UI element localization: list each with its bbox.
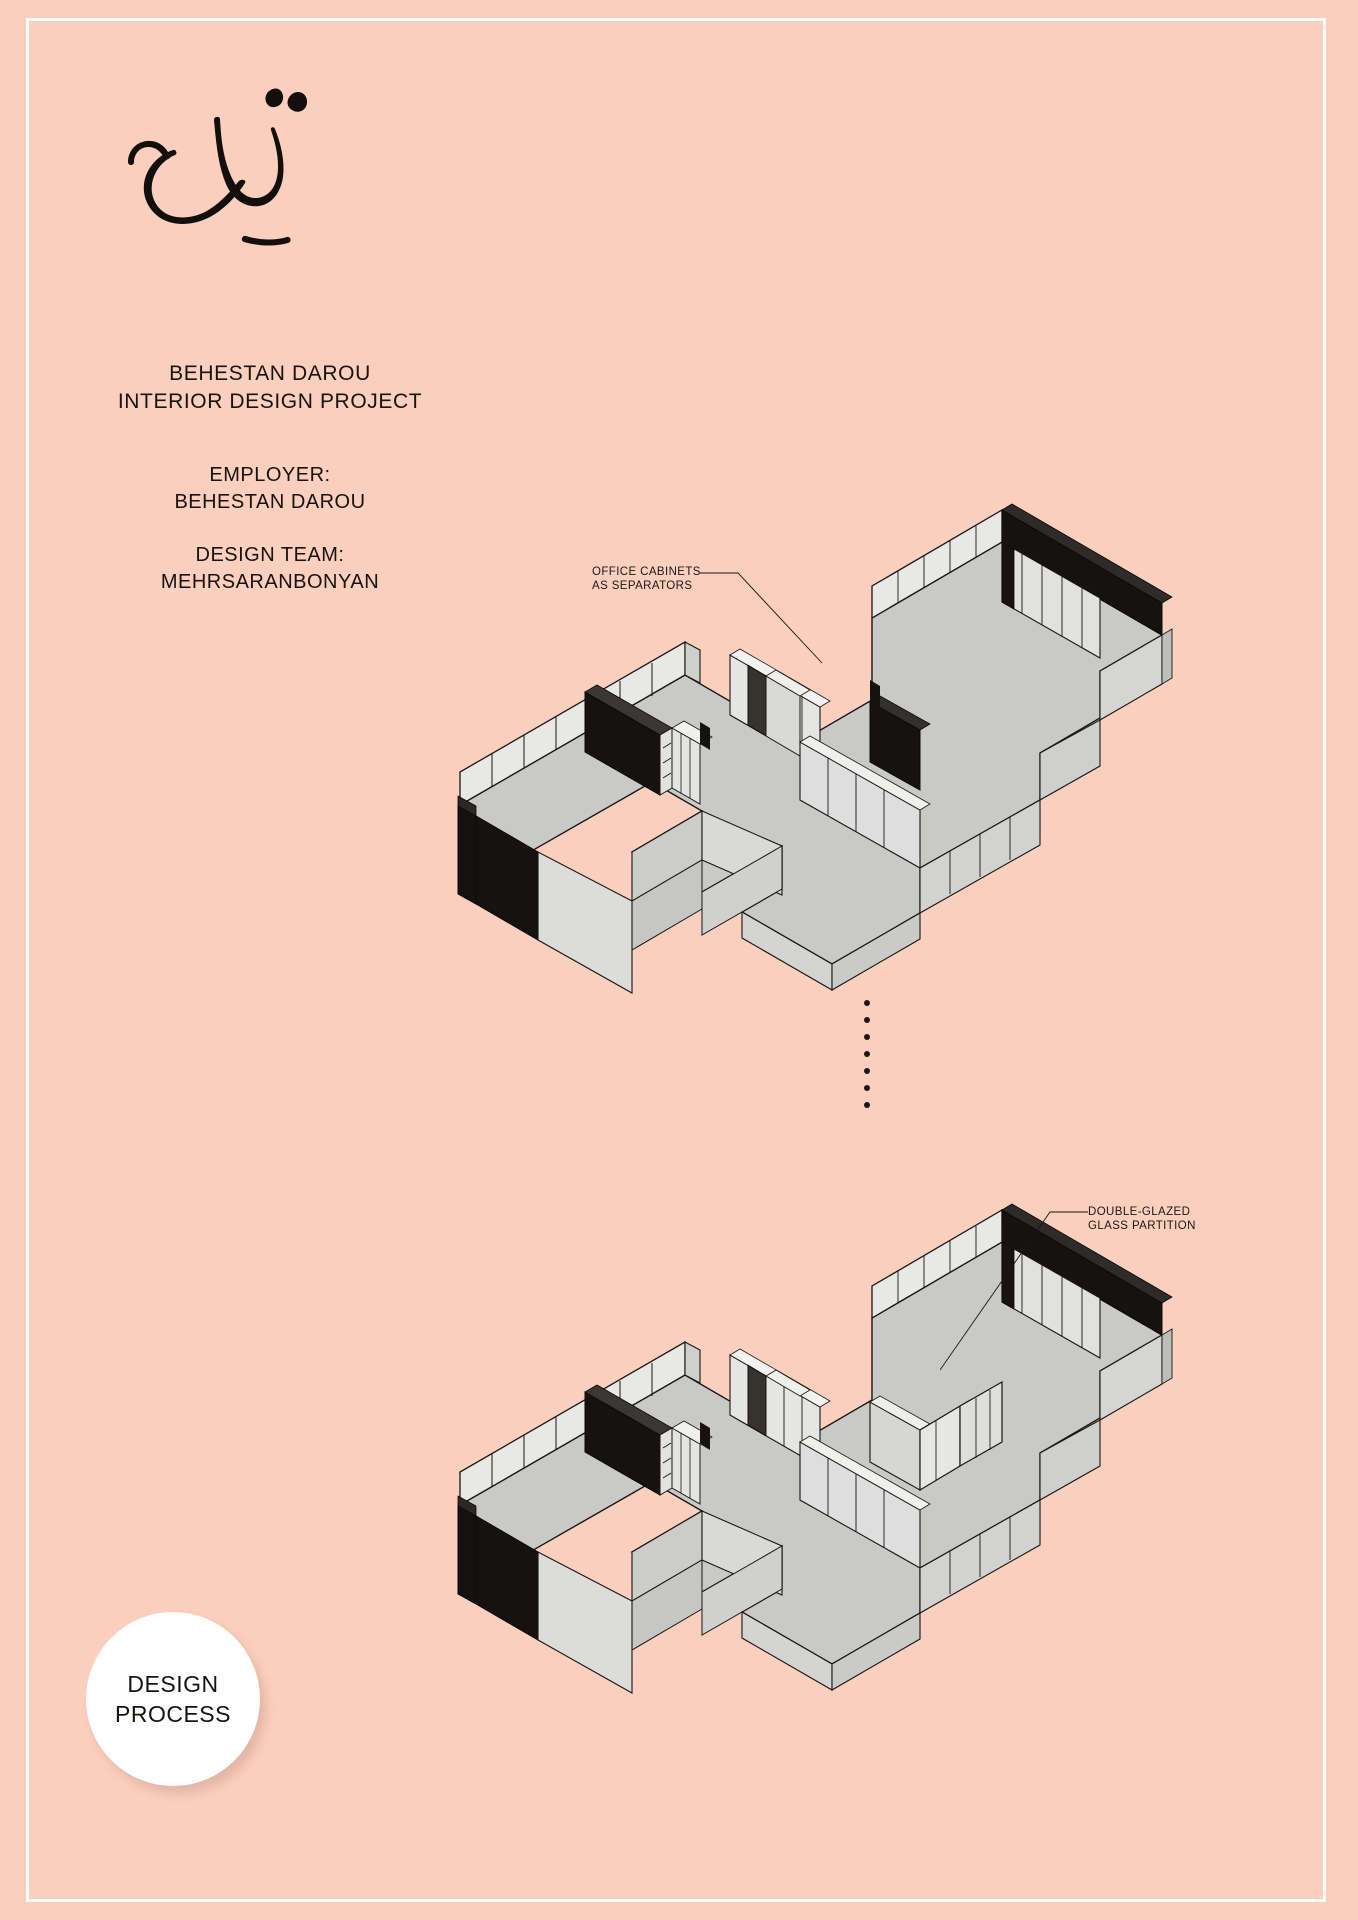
title-line-1: BEHESTAN DAROU xyxy=(169,362,371,385)
annotation-office-cabinets xyxy=(592,565,701,593)
employer-label: EMPLOYER: xyxy=(209,464,331,486)
annotation-glass-partition-line-1: DOUBLE-GLAZED xyxy=(1088,1206,1191,1218)
annotation-glass-partition-leader xyxy=(940,1208,1100,1398)
divider-dot xyxy=(864,1034,870,1040)
annotation-glass-partition-line-2: GLASS PARTITION xyxy=(1088,1220,1196,1232)
annotation-glass-partition xyxy=(1088,1205,1196,1233)
badge-line-1: DESIGN xyxy=(127,1671,219,1697)
title-line-2: INTERIOR DESIGN PROJECT xyxy=(117,390,423,413)
design-process-badge xyxy=(86,1612,260,1786)
employer-value: BEHESTAN DAROU xyxy=(174,491,366,513)
isometric-floor-plan-stage-1 xyxy=(400,470,1200,1090)
design-team-value: MEHRSARANBONYAN xyxy=(160,571,380,593)
annotation-office-cabinets-line-1: OFFICE CABINETS xyxy=(592,566,701,578)
divider-dot xyxy=(864,1102,870,1108)
divider-dot xyxy=(864,1017,870,1023)
divider-dot xyxy=(864,1000,870,1006)
design-team-label: DESIGN TEAM: xyxy=(195,544,345,566)
divider-dot xyxy=(864,1085,870,1091)
divider-dot xyxy=(864,1051,870,1057)
dotted-divider xyxy=(861,1000,873,1108)
annotation-office-cabinets-line-2: AS SEPARATORS xyxy=(592,580,693,592)
page-title xyxy=(60,360,480,416)
divider-dot xyxy=(864,1068,870,1074)
persian-calligraphy-logo xyxy=(118,70,308,270)
badge-line-2: PROCESS xyxy=(115,1701,231,1727)
annotation-office-cabinets-leader xyxy=(700,565,860,665)
